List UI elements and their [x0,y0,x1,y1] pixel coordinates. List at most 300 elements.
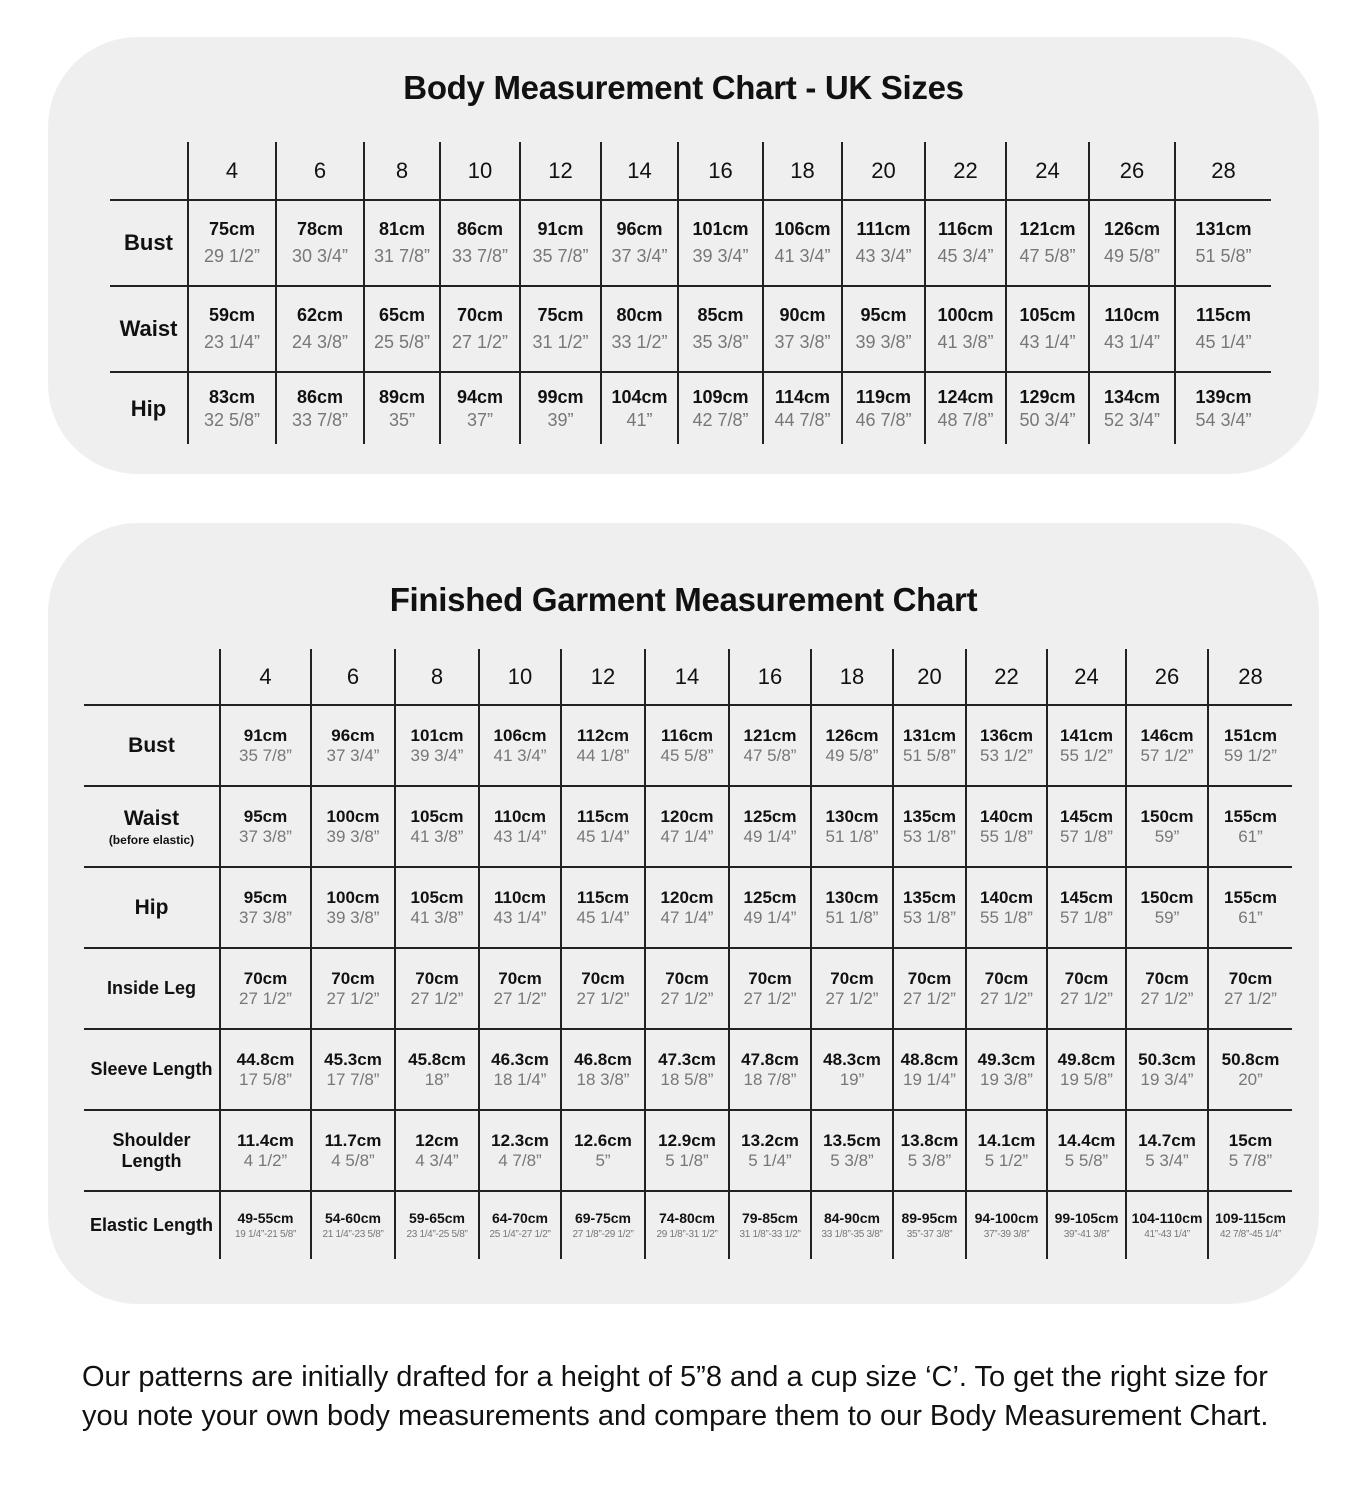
inch-value: 4 1/2” [243,1150,288,1170]
size-header: 26 [1089,142,1175,200]
measurement-cell [561,1110,645,1191]
cm-value: 104-110cm [1131,1210,1203,1227]
cm-value: 155cm [1224,806,1277,826]
hip-row [84,867,1292,948]
inch-value: 49 1/4” [743,907,797,927]
measurement-cell [561,1029,645,1110]
cm-value: 115cm [577,887,629,907]
inch-value: 44 7/8” [774,409,831,430]
cm-value: 100cm [937,305,994,326]
inch-value: 33 1/8”-35 3/8” [821,1229,883,1241]
measurement-cell [645,867,729,948]
inch-value: 43 1/4” [493,826,547,846]
inch-value: 57 1/2” [1140,745,1194,765]
measurement-cell [1047,1110,1126,1191]
elastic-length-row [84,1191,1292,1259]
inch-value: 18 1/4” [493,1069,547,1089]
inch-value: 59” [1154,907,1180,927]
inch-value: 20” [1238,1069,1263,1089]
measurement-cell [811,867,893,948]
measurement-cell [893,1110,966,1191]
cm-value: 139cm [1195,386,1252,407]
measurement-cell [395,786,479,867]
cm-value: 141cm [1060,725,1113,745]
inch-value: 51 5/8” [903,745,956,765]
measurement-cell [395,705,479,786]
inch-value: 47 5/8” [743,745,797,765]
size-header: 20 [893,649,966,705]
cm-value: 70cm [243,968,288,988]
measurement-cell [811,948,893,1029]
measurement-cell [966,867,1047,948]
size-header: 6 [311,649,395,705]
inch-value: 25 5/8” [373,332,431,352]
cm-value: 47.3cm [658,1049,716,1069]
measurement-cell [925,286,1006,372]
cm-value: 95cm [243,887,288,907]
inch-value: 42 7/8”-45 1/4” [1219,1229,1282,1241]
cm-value: 112cm [577,725,629,745]
inch-value: 45 1/4” [576,907,630,927]
measurement-cell [1047,1191,1126,1259]
inch-value: 5 1/2” [984,1150,1029,1170]
inch-value: 27 1/2” [1060,988,1113,1008]
inch-value: 55 1/8” [980,826,1033,846]
inch-value: 45 5/8” [660,745,714,765]
measurement-cell [188,286,276,372]
inch-value: 18 3/8” [576,1069,630,1089]
measurement-cell [364,200,440,286]
measurement-cell [479,867,561,948]
cm-value: 110cm [494,806,546,826]
cm-value: 70cm [748,968,792,988]
cm-value: 96cm [616,219,663,240]
inch-value: 27 1/2” [660,988,714,1008]
inch-value: 37 3/8” [239,826,292,846]
measurement-cell [311,705,395,786]
measurement-cell [1089,372,1175,444]
inch-value: 61” [1238,826,1263,846]
measurement-cell [601,200,678,286]
cm-value: 135cm [903,806,956,826]
cm-value: 110cm [494,887,546,907]
cm-value: 79-85cm [741,1210,799,1227]
cm-value: 12.6cm [574,1130,632,1150]
cm-value: 83cm [208,386,256,407]
inch-value: 45 1/4” [576,826,630,846]
measurement-cell [311,1191,395,1259]
inch-value: 31 1/2” [532,332,589,352]
cm-value: 84-90cm [823,1210,881,1227]
inch-value: 5 3/8” [907,1150,952,1170]
cm-value: 49.8cm [1057,1049,1116,1069]
measurement-cell [966,948,1047,1029]
inch-value: 27 1/2” [743,988,797,1008]
measurement-cell [311,867,395,948]
cm-value: 70cm [498,968,542,988]
measurement-cell [729,1029,811,1110]
cm-value: 85cm [697,305,744,326]
inch-value: 5 5/8” [1064,1150,1109,1170]
inch-value: 31 1/8”-33 1/2” [739,1229,801,1241]
inch-value: 43 1/4” [1019,332,1076,352]
measurement-cell [811,1191,893,1259]
size-header: 12 [561,649,645,705]
cm-value: 89-95cm [901,1210,958,1227]
corner-cell [84,649,220,705]
measurement-cell [311,786,395,867]
inch-value: 43 3/4” [855,246,912,266]
inch-value: 39 3/8” [326,826,380,846]
size-header: 4 [220,649,311,705]
measurement-cell [1175,200,1271,286]
measurement-cell [966,786,1047,867]
cm-value: 64-70cm [491,1210,549,1227]
measurement-cell [440,200,520,286]
inch-value: 27 1/2” [1224,988,1277,1008]
cm-value: 75cm [537,305,584,326]
measurement-cell [645,1110,729,1191]
measurement-cell [925,372,1006,444]
sizing-note [82,1358,1322,1436]
inch-value: 5 1/8” [665,1150,709,1170]
measurement-cell [1006,286,1089,372]
cm-value: 14.4cm [1057,1130,1116,1150]
cm-value: 14.1cm [977,1130,1036,1150]
inch-value: 39 3/8” [855,332,912,352]
cm-value: 45.3cm [324,1049,382,1069]
size-header: 16 [729,649,811,705]
row-label-text: Elastic Length [89,1215,214,1235]
size-header: 28 [1208,649,1292,705]
inch-value: 57 1/8” [1060,826,1113,846]
size-header: 12 [520,142,601,200]
cm-value: 126cm [825,725,879,745]
waist-row [110,286,1271,372]
inch-value: 35 7/8” [239,745,292,765]
cm-value: 70cm [1228,968,1273,988]
inch-value: 18” [424,1069,450,1089]
row-label-waist [84,786,220,867]
measurement-cell [479,786,561,867]
garment-measurement-panel [48,523,1319,1304]
cm-value: 101cm [410,725,464,745]
cm-value: 99-105cm [1054,1210,1119,1227]
inch-value: 30 3/4” [291,246,349,266]
cm-value: 46.8cm [574,1049,632,1069]
cm-value: 150cm [1140,887,1194,907]
measurement-cell [311,1110,395,1191]
cm-value: 49-55cm [237,1210,294,1227]
inch-value: 48 7/8” [937,409,994,430]
measurement-cell [440,286,520,372]
cm-value: 91cm [243,725,288,745]
cm-value: 100cm [326,887,380,907]
inch-value: 5 1/4” [748,1150,792,1170]
inch-value: 37”-39 3/8” [983,1229,1030,1241]
cm-value: 115cm [577,806,629,826]
cm-value: 91cm [537,219,584,240]
measurement-cell [1126,705,1208,786]
cm-value: 109cm [692,386,749,407]
measurement-cell [276,200,364,286]
measurement-cell [893,1029,966,1110]
cm-value: 106cm [493,725,547,745]
size-header: 18 [811,649,893,705]
cm-value: 105cm [410,887,464,907]
inch-value: 31 7/8” [373,246,431,266]
inch-value: 47 5/8” [1019,246,1076,266]
inch-value: 18 5/8” [660,1069,714,1089]
size-header: 8 [364,142,440,200]
cm-value: 62cm [296,305,344,326]
cm-value: 70cm [415,968,459,988]
inch-value: 37 3/4” [326,745,380,765]
inch-value: 45 1/4” [1195,332,1252,352]
cm-value: 135cm [903,887,956,907]
measurement-cell [811,1029,893,1110]
inch-value: 27 1/2” [451,332,509,352]
inch-value: 35 7/8” [532,246,589,266]
measurement-cell [678,286,763,372]
inch-value: 47 1/4” [660,907,714,927]
cm-value: 145cm [1060,806,1113,826]
cm-value: 131cm [903,725,956,745]
inch-value: 37 3/8” [774,332,831,352]
measurement-cell [893,705,966,786]
measurement-cell [729,867,811,948]
measurement-cell [966,1029,1047,1110]
cm-value: 116cm [937,219,994,240]
body-measurement-panel [48,37,1319,474]
measurement-cell [1006,200,1089,286]
measurement-cell [729,1191,811,1259]
cm-value: 120cm [660,806,714,826]
cm-value: 48.8cm [900,1049,959,1069]
inch-value: 24 3/8” [291,332,349,352]
measurement-cell [220,1110,311,1191]
measurement-cell [763,286,842,372]
cm-value: 99cm [537,386,584,407]
cm-value: 155cm [1224,887,1277,907]
inch-value: 27 1/2” [980,988,1033,1008]
cm-value: 115cm [1195,305,1252,326]
cm-value: 47.8cm [741,1049,799,1069]
row-label-text: Waist [119,316,178,341]
measurement-cell [520,286,601,372]
inch-value: 43 1/4” [493,907,547,927]
inch-value: 17 5/8” [239,1069,292,1089]
cm-value: 11.7cm [324,1130,382,1150]
cm-value: 45.8cm [408,1049,466,1069]
measurement-cell [729,948,811,1029]
measurement-cell [561,1191,645,1259]
cm-value: 54-60cm [324,1210,382,1227]
cm-value: 50.8cm [1221,1049,1280,1069]
measurement-cell [311,948,395,1029]
cm-value: 59-65cm [408,1210,466,1227]
cm-value: 121cm [1019,219,1076,240]
inch-value: 41 3/8” [937,332,994,352]
cm-value: 114cm [774,386,831,407]
measurement-cell [479,705,561,786]
cm-value: 70cm [456,305,504,326]
inch-value: 59” [1154,826,1180,846]
inch-value: 39” [547,409,574,430]
measurement-cell [1208,1110,1292,1191]
cm-value: 14.7cm [1138,1130,1196,1150]
measurement-cell [1208,867,1292,948]
measurement-cell [1126,948,1208,1029]
measurement-cell [220,1029,311,1110]
inch-value: 35”-37 3/8” [906,1229,953,1241]
measurement-cell [645,948,729,1029]
cm-value: 116cm [661,725,713,745]
inch-value: 27 1/2” [903,988,956,1008]
cm-value: 11.4cm [237,1130,294,1150]
cm-value: 89cm [378,386,426,407]
cm-value: 94cm [456,386,504,407]
measurement-cell [1047,1029,1126,1110]
cm-value: 46.3cm [491,1049,549,1069]
measurement-cell [811,786,893,867]
body-measurement-table [110,142,1271,444]
inch-value: 23 1/4” [203,332,261,352]
inch-value: 25 1/4”-27 1/2” [489,1229,551,1241]
measurement-cell [1208,1029,1292,1110]
cm-value: 106cm [774,219,831,240]
measurement-cell [1089,286,1175,372]
inch-value: 5 7/8” [1228,1150,1273,1170]
cm-value: 101cm [692,219,749,240]
garment-measurement-table [84,649,1292,1259]
measurement-cell [188,200,276,286]
measurement-cell [220,948,311,1029]
cm-value: 111cm [856,219,911,240]
measurement-cell [395,1191,479,1259]
inch-value: 32 5/8” [203,409,261,430]
measurement-cell [1208,705,1292,786]
cm-value: 49.3cm [977,1049,1036,1069]
cm-value: 78cm [296,219,344,240]
measurement-cell [729,1110,811,1191]
inch-value: 21 1/4”-23 5/8” [322,1229,384,1241]
cm-value: 50.3cm [1138,1049,1196,1069]
cm-value: 12.3cm [491,1130,549,1150]
cm-value: 94-100cm [974,1210,1039,1227]
row-sublabel: (before elastic) [108,832,195,847]
body-chart-title: Body Measurement Chart - UK Sizes [403,69,964,106]
inch-value: 51 5/8” [1195,246,1252,266]
measurement-cell [1208,786,1292,867]
measurement-cell [601,372,678,444]
row-label-bust [84,705,220,786]
inch-value: 29 1/8”-31 1/2” [656,1229,718,1241]
measurement-cell [561,948,645,1029]
measurement-cell [1126,1191,1208,1259]
cm-value: 126cm [1103,219,1161,240]
inch-value: 35” [388,409,415,430]
row-label-inside-leg [84,948,220,1029]
measurement-cell [479,1029,561,1110]
inch-value: 17 7/8” [326,1069,380,1089]
measurement-cell [893,1191,966,1259]
cm-value: 150cm [1140,806,1194,826]
cm-value: 70cm [1064,968,1109,988]
measurement-cell [364,286,440,372]
measurement-cell [729,705,811,786]
inch-value: 33 7/8” [291,409,349,430]
cm-value: 70cm [1145,968,1189,988]
cm-value: 74-80cm [658,1210,716,1227]
row-label-waist [110,286,188,372]
inch-value: 29 1/2” [203,246,261,266]
measurement-cell [842,372,925,444]
note-line-1: Our patterns are initially drafted for a height of 5”8 and a cup size ‘C’. To get the right size for [82,1361,1268,1393]
measurement-cell [188,372,276,444]
inch-value: 55 1/8” [980,907,1033,927]
measurement-cell [479,948,561,1029]
cm-value: 146cm [1140,725,1194,745]
measurement-cell [395,948,479,1029]
size-header: 8 [395,649,479,705]
size-header: 20 [842,142,925,200]
hip-row [110,372,1271,444]
cm-value: 105cm [1019,305,1076,326]
inch-value: 61” [1238,907,1263,927]
inch-value: 27 1/8”-29 1/2” [572,1229,634,1241]
inch-value: 4 5/8” [331,1150,375,1170]
measurement-cell [893,948,966,1029]
measurement-cell [729,786,811,867]
inch-value: 57 1/8” [1060,907,1113,927]
row-label-elastic-length [84,1191,220,1259]
inch-value: 5 3/4” [1145,1150,1189,1170]
measurement-cell [842,200,925,286]
measurement-cell [220,705,311,786]
measurement-cell [966,1110,1047,1191]
size-header: 24 [1006,142,1089,200]
inch-value: 53 1/2” [980,745,1033,765]
cm-value: 13.5cm [823,1130,881,1150]
cm-value: 70cm [331,968,375,988]
row-label-text: Hip [134,895,169,919]
cm-value: 48.3cm [823,1049,881,1069]
inch-value: 27 1/2” [825,988,879,1008]
size-header: 26 [1126,649,1208,705]
cm-value: 70cm [907,968,952,988]
inch-value: 41 3/8” [410,826,464,846]
inch-value: 19 3/8” [980,1069,1033,1089]
measurement-cell [1126,786,1208,867]
cm-value: 140cm [980,887,1033,907]
inch-value: 39 3/8” [326,907,380,927]
measurement-cell [811,705,893,786]
inch-value: 19 1/4”-21 5/8” [234,1229,297,1241]
measurement-cell [1208,1191,1292,1259]
cm-value: 130cm [825,806,879,826]
size-header-row [84,649,1292,705]
inch-value: 54 3/4” [1195,409,1252,430]
row-label-shoulder-length [84,1110,220,1191]
measurement-cell [220,786,311,867]
measurement-cell [1047,705,1126,786]
cm-value: 86cm [456,219,504,240]
shoulder-length-row [84,1110,1292,1191]
measurement-cell [1047,867,1126,948]
inch-value: 19 1/4” [903,1069,956,1089]
measurement-cell [645,786,729,867]
